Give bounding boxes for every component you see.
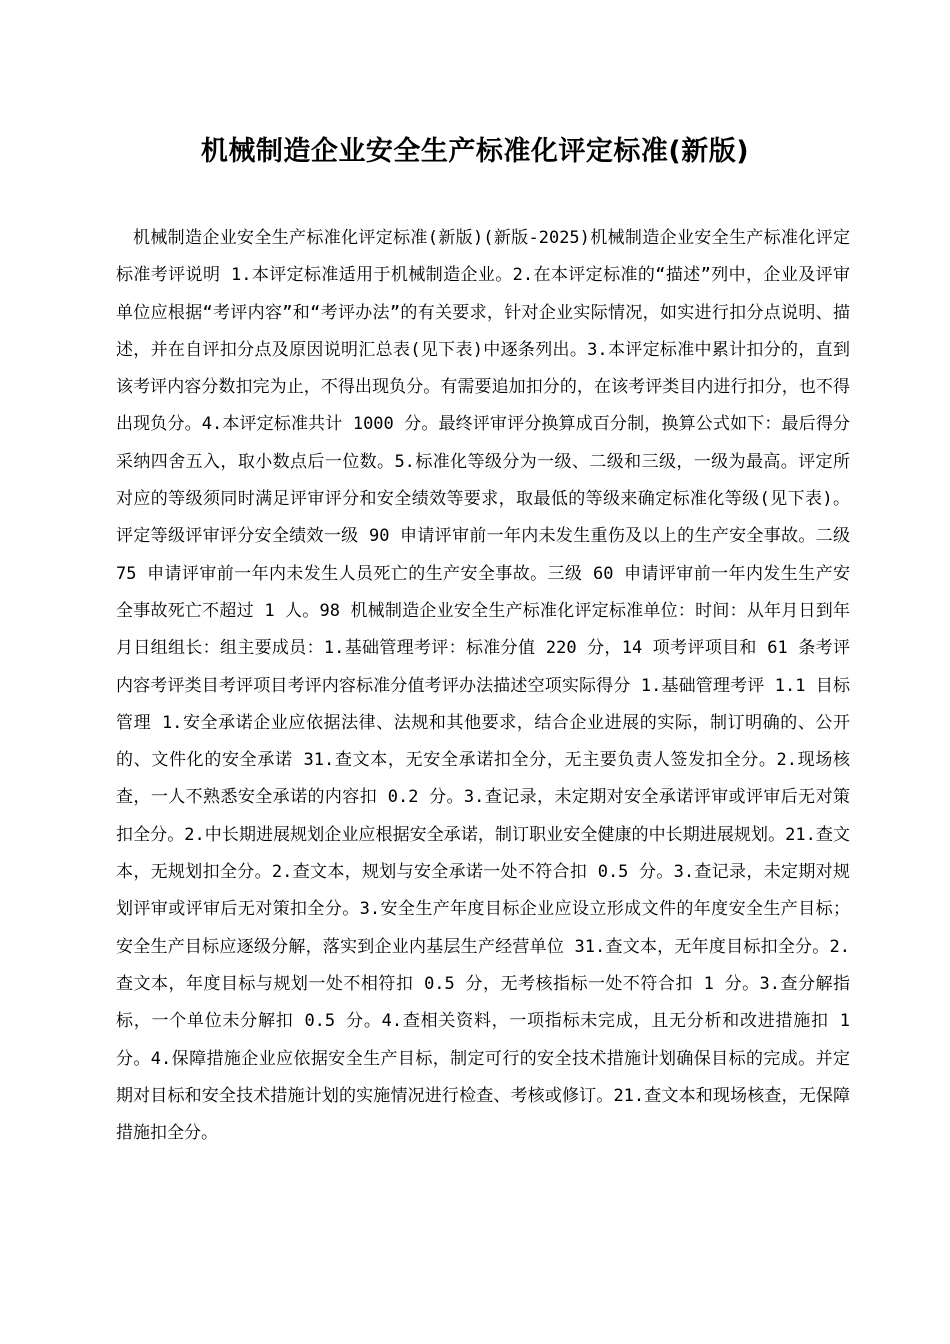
- document-body-paragraph: 机械制造企业安全生产标准化评定标准(新版)(新版-2025)机械制造企业安全生产标准化评定标准考评说明 1.本评定标准适用于机械制造企业。2.在本评定标准的“描述”列中，企业及评审单位应根据“考评内容”和“考评办法”的有关要求，针对企业实际情况，如实进行扣分点说明、描述，并在自评扣分点及原因说明汇总表(见下表)中逐条列出。3.本评定标准中累计扣分的，直到该考评内容分数扣完为止，不得出现负分。有需要追加扣分的，在该考评类目内进行扣分，也不得出现负分。4.本评定标准共计 1000 分。最终评审评分换算成百分制，换算公式如下：最后得分采纳四舍五入，取小数点后一位数。5.标准化等级分为一级、二级和三级，一级为最高。评定所对应的等级须同时满足评审评分和安全绩效等要求，取最低的等级来确定标准化等级(见下表)。评定等级评审评分安全绩效一级 90 申请评审前一年内未发生重伤及以上的生产安全事故。二级 75 申请评审前一年内未发生人员死亡的生产安全事故。三级 60 申请评审前一年内发生生产安全事故死亡不超过 1 人。98 机械制造企业安全生产标准化评定标准单位：时间：从年月日到年月日组组长：组主要成员：1.基础管理考评：标准分值 220 分，14 项考评项目和 61 条考评内容考评类目考评项目考评内容标准分值考评办法描述空项实际得分 1.基础管理考评 1.1 目标管理 1.安全承诺企业应依据法律、法规和其他要求，结合企业进展的实际，制订明确的、公开的、文件化的安全承诺 31.查文本，无安全承诺扣全分，无主要负责人签发扣全分。2.现场核查，一人不熟悉安全承诺的内容扣 0.2 分。3.查记录，未定期对安全承诺评审或评审后无对策扣全分。2.中长期进展规划企业应根据安全承诺，制订职业安全健康的中长期进展规划。21.查文本，无规划扣全分。2.查文本，规划与安全承诺一处不符合扣 0.5 分。3.查记录，未定期对规划评审或评审后无对策扣全分。3.安全生产年度目标企业应设立形成文件的年度安全生产目标；安全生产目标应逐级分解，落实到企业内基层生产经营单位 31.查文本，无年度目标扣全分。2.查文本，年度目标与规划一处不相符扣 0.5 分，无考核指标一处不符合扣 1 分。3.查分解指标，一个单位未分解扣 0.5 分。4.查相关资料，一项指标未完成，且无分析和改进措施扣 1 分。4.保障措施企业应依据安全生产目标，制定可行的安全技术措施计划确保目标的完成。并定期对目标和安全技术措施计划的实施情况进行检查、考核或修订。21.查文本和现场核查，无保障措施扣全分。: [116, 228, 850, 1144]
- document-title: 机械制造企业安全生产标准化评定标准(新版): [200, 136, 750, 167]
